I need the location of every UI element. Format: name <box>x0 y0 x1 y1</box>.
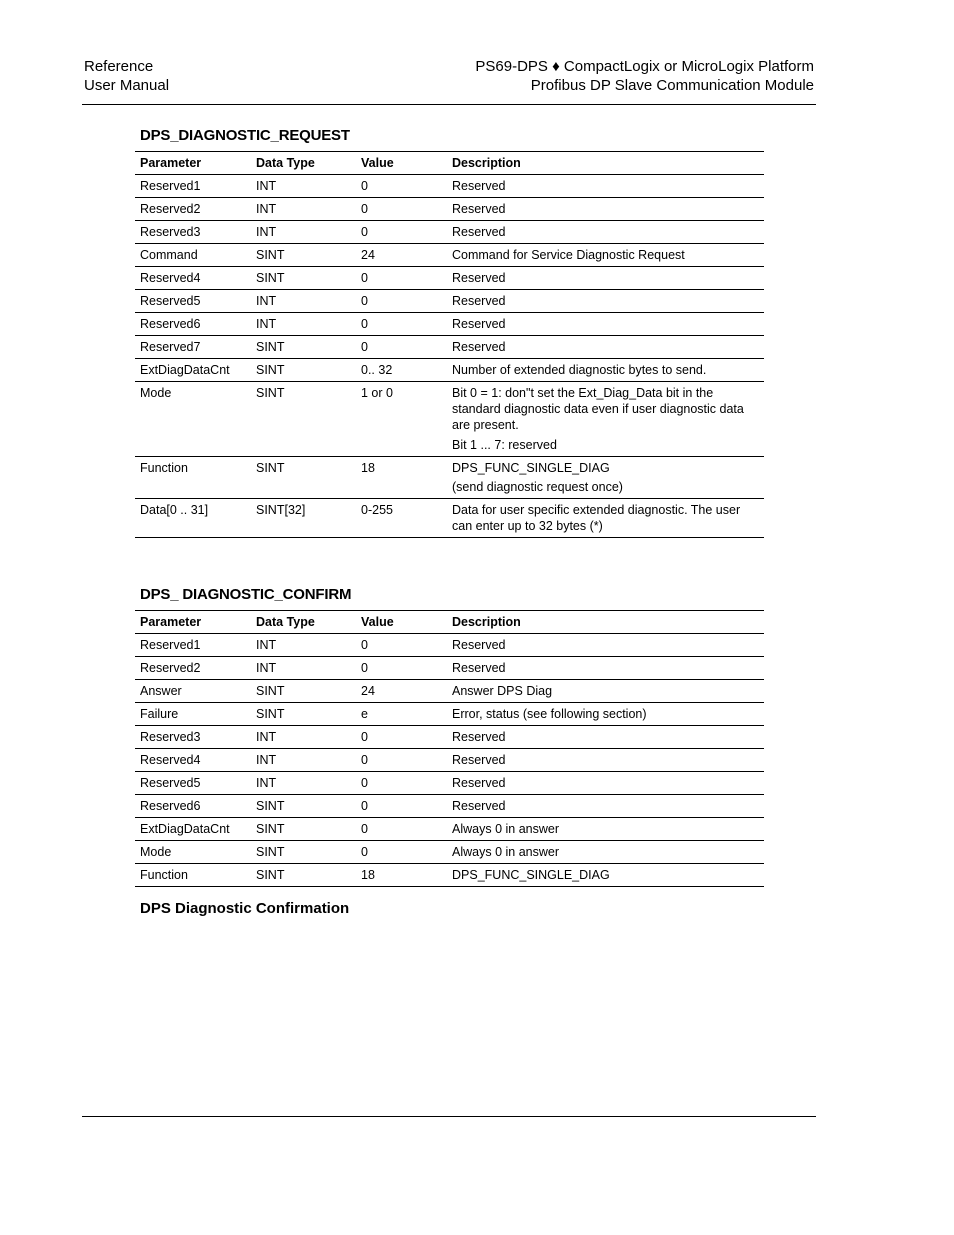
figure-caption: DPS Diagnostic Confirmation <box>140 900 350 917</box>
request-row <box>135 244 764 267</box>
confirm-header-row <box>135 611 764 634</box>
cell-description: Reserved <box>447 267 764 290</box>
footer-rule <box>82 1116 816 1117</box>
cell-description: Reserved <box>447 634 764 657</box>
mode-desc-bits: Bit 1 ... 7: reserved <box>452 438 557 452</box>
cell-data-type: SINT <box>251 841 356 864</box>
cell-description: Always 0 in answer <box>447 841 764 864</box>
header-left <box>84 57 169 95</box>
cell-description: Number of extended diagnostic bytes to send. <box>447 359 764 382</box>
cell-description <box>447 457 764 499</box>
cell-data-type: SINT <box>251 818 356 841</box>
cell-description: Reserved <box>447 336 764 359</box>
mode-desc-bit0: Bit 0 = 1: don"t set the Ext_Diag_Data bit in the standard diagnostic data even if user diagnostic data are present. <box>452 386 744 432</box>
cell-parameter: Mode <box>135 841 251 864</box>
cell-description: Always 0 in answer <box>447 818 764 841</box>
cell-value: 0.. 32 <box>356 359 447 382</box>
function-desc-name: DPS_FUNC_SINGLE_DIAG <box>452 461 610 475</box>
cell-data-type: INT <box>251 198 356 221</box>
cell-value: 0 <box>356 772 447 795</box>
header-right <box>475 57 814 95</box>
cell-value: 1 or 0 <box>356 382 447 457</box>
cell-value: 0 <box>356 818 447 841</box>
cell-value: 24 <box>356 680 447 703</box>
cell-description: Reserved <box>447 657 764 680</box>
cell-data-type: SINT <box>251 359 356 382</box>
cell-description <box>447 382 764 457</box>
request-function-row <box>135 457 764 499</box>
confirm-row <box>135 795 764 818</box>
cell-parameter: Reserved1 <box>135 175 251 198</box>
cell-data-type: INT <box>251 175 356 198</box>
request-row <box>135 198 764 221</box>
confirm-table <box>135 610 764 887</box>
cell-description: Reserved <box>447 175 764 198</box>
cell-value: 0 <box>356 175 447 198</box>
cell-data-type: SINT <box>251 795 356 818</box>
cell-value: 0 <box>356 221 447 244</box>
cell-parameter: Reserved4 <box>135 267 251 290</box>
cell-value: e <box>356 703 447 726</box>
cell-data-type: SINT <box>251 382 356 457</box>
request-row <box>135 175 764 198</box>
cell-parameter: Command <box>135 244 251 267</box>
cell-value: 0 <box>356 198 447 221</box>
cell-value: 18 <box>356 864 447 887</box>
cell-value: 0 <box>356 267 447 290</box>
cell-parameter: Reserved5 <box>135 772 251 795</box>
confirm-row <box>135 749 764 772</box>
cell-description: Data for user specific extended diagnostic. The user can enter up to 32 bytes (*) <box>447 499 764 538</box>
cell-description: Command for Service Diagnostic Request <box>447 244 764 267</box>
cell-data-type: SINT[32] <box>251 499 356 538</box>
request-row <box>135 313 764 336</box>
cell-data-type: SINT <box>251 457 356 499</box>
cell-data-type: INT <box>251 290 356 313</box>
confirm-row <box>135 634 764 657</box>
request-row <box>135 267 764 290</box>
function-desc-note: (send diagnostic request once) <box>452 480 623 494</box>
confirm-row <box>135 680 764 703</box>
cell-description: DPS_FUNC_SINGLE_DIAG <box>447 864 764 887</box>
col-parameter: Parameter <box>135 611 251 634</box>
request-header-row <box>135 152 764 175</box>
cell-parameter: Reserved3 <box>135 221 251 244</box>
cell-data-type: INT <box>251 749 356 772</box>
request-row <box>135 359 764 382</box>
confirm-row <box>135 818 764 841</box>
cell-description: Reserved <box>447 749 764 772</box>
confirm-row <box>135 726 764 749</box>
confirm-row <box>135 841 764 864</box>
header-user-manual: User Manual <box>84 77 170 94</box>
cell-value: 0 <box>356 634 447 657</box>
col-description: Description <box>447 611 764 634</box>
cell-value: 0 <box>356 795 447 818</box>
cell-data-type: INT <box>251 313 356 336</box>
header-product: PS69-DPS ♦ CompactLogix or MicroLogix Platform <box>475 58 814 75</box>
cell-parameter: Mode <box>135 382 251 457</box>
request-mode-row <box>135 382 764 457</box>
cell-value: 0 <box>356 726 447 749</box>
cell-parameter: Reserved6 <box>135 313 251 336</box>
request-data-row <box>135 499 764 538</box>
cell-parameter: Function <box>135 457 251 499</box>
cell-description: Reserved <box>447 726 764 749</box>
cell-description: Reserved <box>447 221 764 244</box>
request-title: DPS_DIAGNOSTIC_REQUEST <box>140 127 350 144</box>
cell-parameter: Data[0 .. 31] <box>135 499 251 538</box>
cell-parameter: Reserved2 <box>135 198 251 221</box>
cell-parameter: Reserved3 <box>135 726 251 749</box>
request-table <box>135 151 764 538</box>
confirm-row <box>135 772 764 795</box>
cell-parameter: ExtDiagDataCnt <box>135 359 251 382</box>
cell-data-type: SINT <box>251 336 356 359</box>
header-rule <box>82 104 816 105</box>
request-row <box>135 336 764 359</box>
cell-value: 0 <box>356 841 447 864</box>
cell-description: Reserved <box>447 198 764 221</box>
cell-parameter: Reserved5 <box>135 290 251 313</box>
cell-value: 0-255 <box>356 499 447 538</box>
cell-parameter: Failure <box>135 703 251 726</box>
cell-data-type: INT <box>251 634 356 657</box>
cell-data-type: INT <box>251 221 356 244</box>
confirm-row <box>135 703 764 726</box>
cell-value: 18 <box>356 457 447 499</box>
confirm-title: DPS_ DIAGNOSTIC_CONFIRM <box>140 586 352 603</box>
cell-description: Answer DPS Diag <box>447 680 764 703</box>
confirm-body <box>135 634 764 887</box>
cell-data-type: INT <box>251 726 356 749</box>
cell-parameter: Reserved7 <box>135 336 251 359</box>
cell-data-type: SINT <box>251 267 356 290</box>
cell-description: Reserved <box>447 290 764 313</box>
request-row <box>135 221 764 244</box>
cell-value: 0 <box>356 657 447 680</box>
cell-data-type: SINT <box>251 703 356 726</box>
col-value: Value <box>356 611 447 634</box>
header-module: Profibus DP Slave Communication Module <box>530 77 814 94</box>
cell-value: 0 <box>356 749 447 772</box>
cell-description: Error, status (see following section) <box>447 703 764 726</box>
col-value: Value <box>356 152 447 175</box>
cell-parameter: Answer <box>135 680 251 703</box>
request-row <box>135 290 764 313</box>
confirm-row <box>135 864 764 887</box>
cell-parameter: ExtDiagDataCnt <box>135 818 251 841</box>
cell-data-type: SINT <box>251 244 356 267</box>
cell-data-type: INT <box>251 772 356 795</box>
confirm-row <box>135 657 764 680</box>
col-parameter: Parameter <box>135 152 251 175</box>
col-description: Description <box>447 152 764 175</box>
cell-value: 0 <box>356 336 447 359</box>
col-data-type: Data Type <box>251 611 356 634</box>
cell-data-type: INT <box>251 657 356 680</box>
cell-value: 0 <box>356 290 447 313</box>
cell-value: 0 <box>356 313 447 336</box>
cell-description: Reserved <box>447 772 764 795</box>
cell-parameter: Reserved4 <box>135 749 251 772</box>
cell-data-type: SINT <box>251 864 356 887</box>
cell-data-type: SINT <box>251 680 356 703</box>
cell-parameter: Reserved2 <box>135 657 251 680</box>
request-body <box>135 175 764 538</box>
col-data-type: Data Type <box>251 152 356 175</box>
cell-value: 24 <box>356 244 447 267</box>
cell-parameter: Function <box>135 864 251 887</box>
cell-parameter: Reserved6 <box>135 795 251 818</box>
cell-description: Reserved <box>447 795 764 818</box>
header-reference: Reference <box>84 58 154 75</box>
cell-parameter: Reserved1 <box>135 634 251 657</box>
cell-description: Reserved <box>447 313 764 336</box>
